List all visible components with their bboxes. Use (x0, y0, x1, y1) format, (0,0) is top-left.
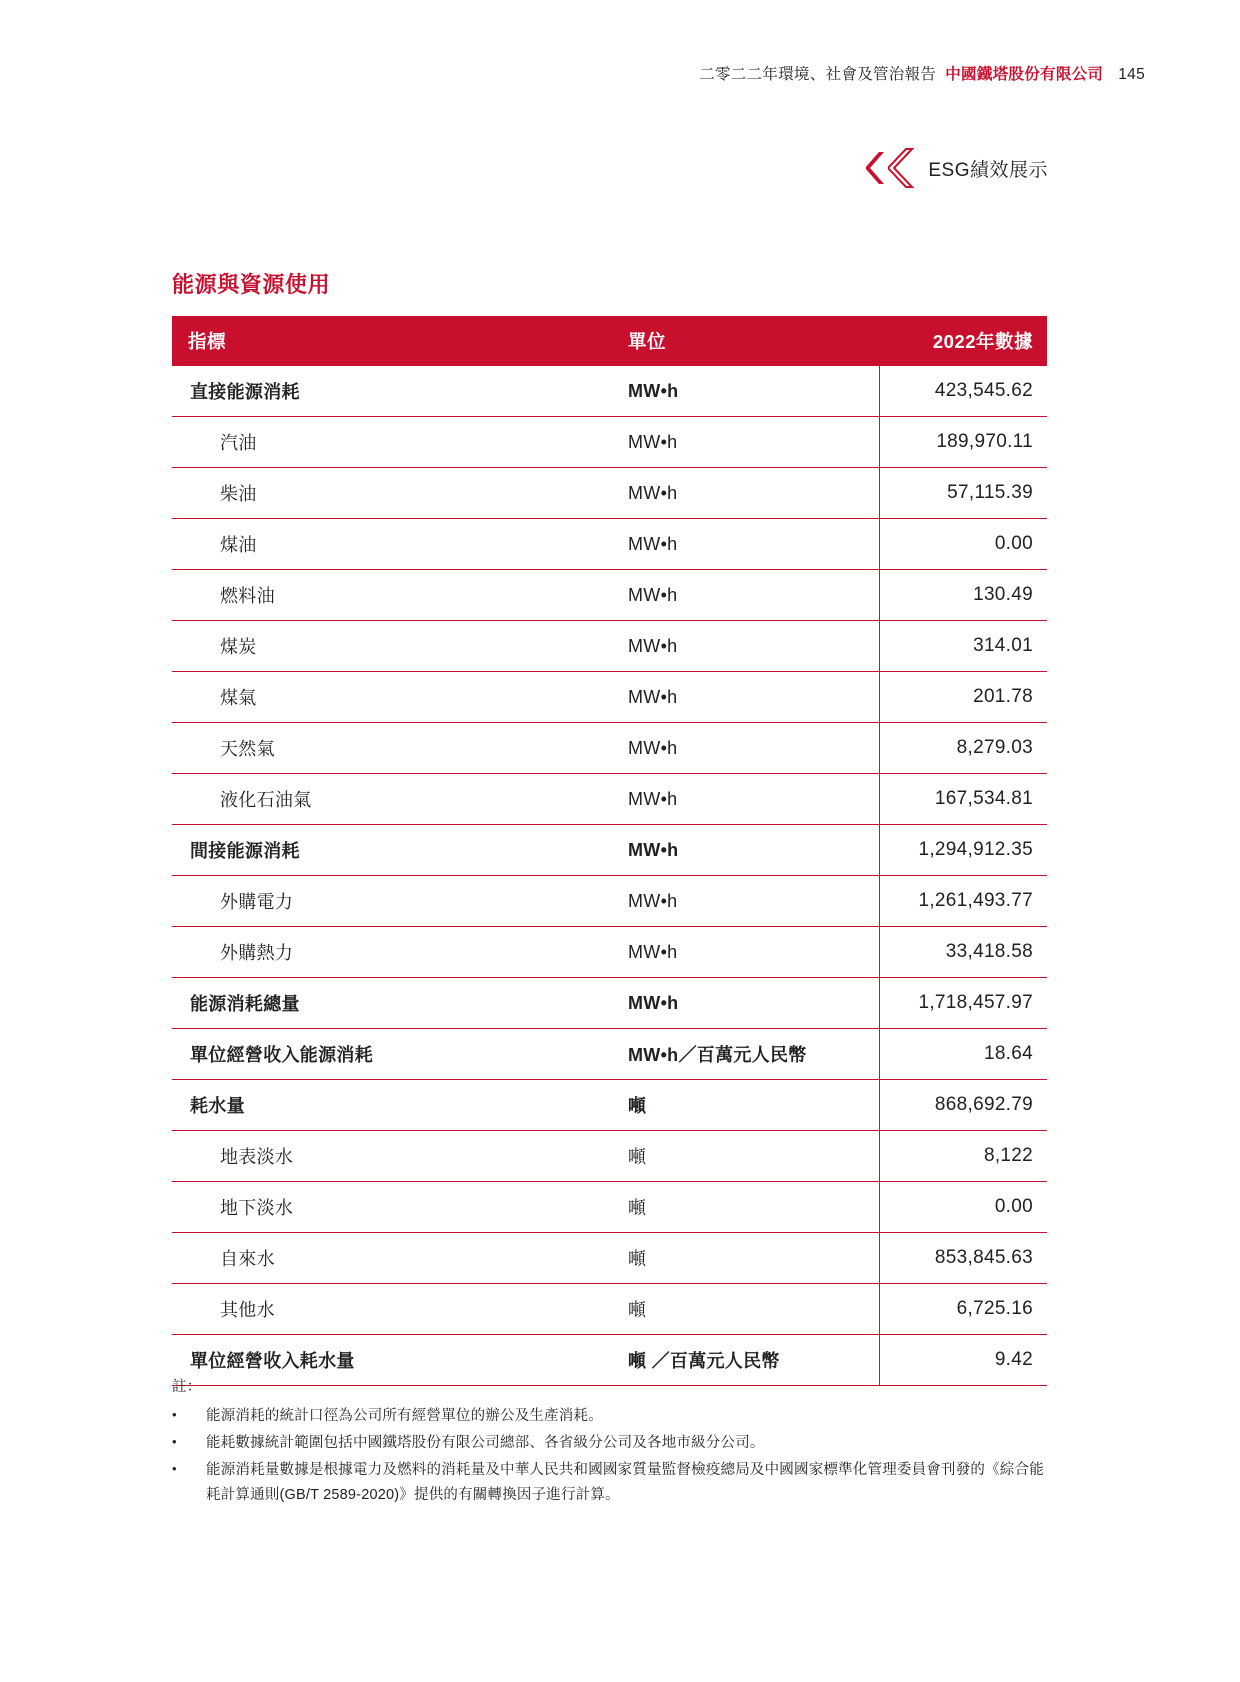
cell-unit: MW•h (612, 774, 880, 825)
cell-unit: MW•h (612, 825, 880, 876)
cell-unit: MW•h (612, 672, 880, 723)
bullet-icon: • (172, 1433, 177, 1449)
cell-unit: 噸 (612, 1233, 880, 1284)
cell-value: 167,534.81 (880, 774, 1047, 825)
bullet-icon: • (172, 1460, 177, 1476)
cell-unit: MW•h (612, 417, 880, 468)
bullet-icon: • (172, 1406, 177, 1422)
cell-value: 868,692.79 (880, 1080, 1047, 1131)
note-text: 能源消耗的統計口徑為公司所有經營單位的辦公及生產消耗。 (206, 1407, 603, 1424)
table-row (172, 1284, 1047, 1335)
cell-indicator: 外購電力 (172, 876, 612, 927)
cell-value: 6,725.16 (880, 1284, 1047, 1335)
cell-indicator: 直接能源消耗 (172, 366, 612, 417)
cell-value: 8,279.03 (880, 723, 1047, 774)
cell-value: 1,718,457.97 (880, 978, 1047, 1029)
cell-value: 8,122 (880, 1131, 1047, 1182)
cell-indicator: 煤油 (172, 519, 612, 570)
table-header-row (172, 316, 1047, 366)
cell-unit: 噸 (612, 1284, 880, 1335)
cell-value: 0.00 (880, 1182, 1047, 1233)
cell-indicator: 地下淡水 (172, 1182, 612, 1233)
table-row (172, 1029, 1047, 1080)
table-row (172, 1233, 1047, 1284)
table-row (172, 570, 1047, 621)
table-row (172, 1131, 1047, 1182)
cell-value: 1,261,493.77 (880, 876, 1047, 927)
table-row (172, 1080, 1047, 1131)
cell-value: 423,545.62 (880, 366, 1047, 417)
note-text: 能耗數據統計範圍包括中國鐵塔股份有限公司總部、各省級分公司及各地市級分公司。 (206, 1434, 765, 1451)
table-row (172, 672, 1047, 723)
cell-indicator: 煤氣 (172, 672, 612, 723)
section-tag (866, 148, 1048, 188)
cell-indicator: 自來水 (172, 1233, 612, 1284)
column-header-unit: 單位 (612, 316, 880, 366)
cell-unit: MW•h (612, 723, 880, 774)
cell-value: 57,115.39 (880, 468, 1047, 519)
cell-unit: 噸 ／百萬元人民幣 (612, 1335, 880, 1386)
cell-unit: MW•h (612, 468, 880, 519)
table-row (172, 468, 1047, 519)
cell-indicator: 煤炭 (172, 621, 612, 672)
cell-value: 189,970.11 (880, 417, 1047, 468)
column-header-value: 2022年數據 (880, 316, 1047, 366)
cell-value: 314.01 (880, 621, 1047, 672)
cell-indicator: 汽油 (172, 417, 612, 468)
energy-resource-table (172, 316, 1047, 1386)
section-title: ESG績效展示 (928, 159, 1048, 181)
table-row (172, 1182, 1047, 1233)
header-company-name: 中國鐵塔股份有限公司 (945, 66, 1104, 83)
cell-indicator: 能源消耗總量 (172, 978, 612, 1029)
cell-indicator: 間接能源消耗 (172, 825, 612, 876)
cell-unit: MW•h／百萬元人民幣 (612, 1029, 880, 1080)
table-row (172, 774, 1047, 825)
cell-value: 130.49 (880, 570, 1047, 621)
note-item (172, 1404, 1057, 1429)
cell-unit: MW•h (612, 876, 880, 927)
note-text: 能源消耗量數據是根據電力及燃料的消耗量及中華人民共和國國家質量監督檢疫總局及中國國家標準化管理委員會刊發的《綜合能耗計算通則(GB/T 2589-2020)》提供的有關轉換因子進行計算。 (206, 1461, 1044, 1503)
table-row (172, 927, 1047, 978)
table-row (172, 978, 1047, 1029)
cell-unit: MW•h (612, 621, 880, 672)
cell-indicator: 其他水 (172, 1284, 612, 1335)
cell-indicator: 外購熱力 (172, 927, 612, 978)
cell-value: 9.42 (880, 1335, 1047, 1386)
table-row (172, 366, 1047, 417)
cell-indicator: 燃料油 (172, 570, 612, 621)
cell-unit: 噸 (612, 1080, 880, 1131)
cell-indicator: 地表淡水 (172, 1131, 612, 1182)
table-title: 能源與資源使用 (172, 272, 331, 297)
cell-unit: MW•h (612, 366, 880, 417)
table-body (172, 366, 1047, 1386)
table-row (172, 519, 1047, 570)
notes-label: 註： (172, 1379, 202, 1395)
cell-indicator: 天然氣 (172, 723, 612, 774)
cell-unit: MW•h (612, 978, 880, 1029)
cell-unit: MW•h (612, 519, 880, 570)
note-item (172, 1431, 1057, 1456)
notes-list (172, 1404, 1057, 1508)
cell-unit: MW•h (612, 570, 880, 621)
page-header (699, 62, 1145, 84)
cell-indicator: 耗水量 (172, 1080, 612, 1131)
table-row (172, 621, 1047, 672)
cell-value: 201.78 (880, 672, 1047, 723)
table-row (172, 723, 1047, 774)
double-chevron-left-icon (866, 148, 914, 188)
header-report-title: 二零二二年環境、社會及管治報告 (699, 66, 937, 83)
cell-unit: MW•h (612, 927, 880, 978)
cell-value: 18.64 (880, 1029, 1047, 1080)
table-row (172, 417, 1047, 468)
column-header-indicator: 指標 (172, 316, 612, 366)
cell-unit: 噸 (612, 1182, 880, 1233)
notes-section (172, 1375, 1057, 1510)
cell-value: 853,845.63 (880, 1233, 1047, 1284)
cell-indicator: 柴油 (172, 468, 612, 519)
cell-value: 1,294,912.35 (880, 825, 1047, 876)
table-row (172, 876, 1047, 927)
cell-indicator: 液化石油氣 (172, 774, 612, 825)
cell-value: 33,418.58 (880, 927, 1047, 978)
table-head (172, 316, 1047, 366)
cell-value: 0.00 (880, 519, 1047, 570)
cell-indicator: 單位經營收入耗水量 (172, 1335, 612, 1386)
cell-indicator: 單位經營收入能源消耗 (172, 1029, 612, 1080)
note-item (172, 1458, 1057, 1508)
cell-unit: 噸 (612, 1131, 880, 1182)
table-row (172, 825, 1047, 876)
page-number: 145 (1118, 66, 1145, 83)
